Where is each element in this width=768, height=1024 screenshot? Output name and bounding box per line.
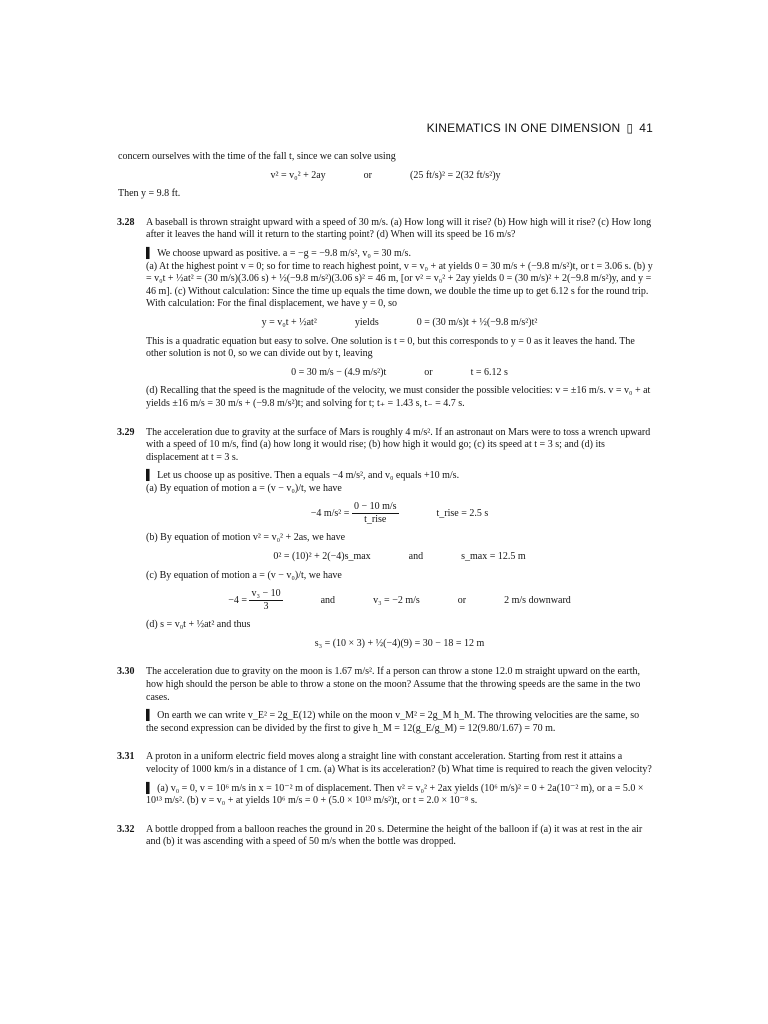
problem-number: 3.30	[117, 666, 135, 678]
part-a-line: (a) By equation of motion a = (v − v₀)/t, we have	[146, 482, 342, 494]
solution-marker-icon: ▌	[146, 470, 154, 482]
solution-part-d: (d) Recalling that the speed is the magnitude of the velocity, we must consider the possible velocities: v = ±16 m/s. v = v₀ + at yields ±16 m/s = 30 m/s + (−9.8 m/s²)t; and solving for t; t₊ = 1.43 s, t₋ = 4.7 s.	[146, 385, 651, 409]
solution-marker-icon: ▌	[146, 710, 154, 722]
problem-number: 3.31	[117, 751, 135, 763]
page-number: 41	[639, 121, 653, 135]
chapter-title: KINEMATICS IN ONE DIMENSION	[426, 121, 621, 135]
problem-3-29	[118, 427, 653, 651]
intro-eq-or: or	[363, 169, 373, 181]
part-c-line: (c) By equation of motion a = (v − v₀)/t, we have	[146, 569, 342, 581]
part-d-equation: s₃ = (10 × 3) + ½(−4)(9) = 30 − 18 = 12 m	[314, 637, 485, 649]
solution-intro: ▌ Let us choose up as positive. Then a equals −4 m/s², and v₀ equals +10 m/s.	[146, 470, 460, 482]
fraction: $\frac{\text{v₃ − 10}}{3}$	[251, 588, 281, 613]
running-header	[0, 121, 653, 135]
problem-question: A baseball is thrown straight upward with a speed of 30 m/s. (a) How long will it rise? (b) How high will it rise? (c) How long after it leaves the hand will it return to the starting point? (d) When will its speed be 16 m/s?	[146, 216, 652, 241]
problem-3-32	[118, 824, 653, 849]
intro-eq-left: v² = v₀² + 2ay	[270, 169, 326, 181]
part-c-equation: −4 = $\frac{\text{v₃ − 10}}{3}$ and v₃ = −2 m/s or 2 m/s downward	[228, 588, 571, 613]
solution-marker-icon: ▌	[146, 247, 154, 259]
fraction: $\frac{0 - 10 m/s}{\text{t\_rise}}$	[353, 501, 397, 526]
problem-number: 3.32	[117, 823, 135, 835]
problem-question: The acceleration due to gravity on the moon is 1.67 m/s². If a person can throw a stone 12.0 m straight upward on the earth, how high should the person be able to throw a stone on the moon? Assume that the throwing speeds are the same in the two cases.	[146, 666, 641, 703]
equation-time: 0 = 30 m/s − (4.9 m/s²)t or t = 6.12 s	[291, 366, 508, 378]
solution-intro: ▌ We choose upward as positive. a = −g = −9.8 m/s², v₀ = 30 m/s.	[146, 247, 411, 259]
solution: ▌ (a) v₀ = 0, v = 10⁶ m/s in x = 10⁻² m of displacement. Then v² = v₀² + 2ax yields (10⁶ m/s)² = 0 + 2a(10⁻² m), or a = 5.0 × 10¹³ m/s². (b) v = v₀ + at yields 10⁶ m/s = 0 + (5.0 × 10¹³ m/s²)t, or t = 2.0 × 10⁻⁸ s.	[146, 782, 644, 807]
part-d-line: (d) s = v₀t + ½at² and thus	[146, 619, 251, 631]
intro-line: concern ourselves with the time of the fall t, since we can solve using	[118, 151, 396, 162]
intro-eq-right: (25 ft/s)² = 2(32 ft/s²)y	[410, 169, 501, 181]
part-a-equation: −4 m/s² = $\frac{0 - 10 m/s}{\text{t\_rise}}$ t_rise = 2.5 s	[310, 501, 489, 526]
problem-3-30	[118, 666, 653, 735]
intro-result: Then y = 9.8 ft.	[118, 188, 181, 200]
solution-part-a: (a) At the highest point v = 0; so for time to reach highest point, v = v₀ + at yields 0 = 30 m/s + (−9.8 m/s²)t, or t = 3.06 s. (b) y = v₀t + ½at² = (30 m/s)(3.06 s) + ½(−9.8 m/s²)(3.06 s)² = 46 m, [or v² = v₀² + 2ay yields 0 = (30 m/s)² + 2(−9.8 m/s²)y, and y = 46 m]. (c) Without calculation: Since the time up equals the time down, we double the time up to get 6.12 s for the round trip. With calculation: For the final displacement, we have y = 0, so	[146, 260, 653, 310]
solution-marker-icon: ▌	[146, 782, 154, 794]
intro-equation	[118, 170, 653, 183]
problem-3-31	[118, 751, 653, 807]
part-b-equation: 0² = (10)² + 2(−4)s_max and s_max = 12.5 m	[273, 551, 526, 563]
solution-quadratic-note: This is a quadratic equation but easy to solve. One solution is t = 0, but this corresponds to y = 0 as it leaves the hand. The other solution is not 0, so we can divide out by t, leaving	[146, 335, 635, 360]
equation-displacement: y = v₀t + ½at² yields 0 = (30 m/s)t + ½(−9.8 m/s²)t²	[261, 316, 538, 328]
problem-number: 3.29	[117, 426, 135, 438]
part-b-line: (b) By equation of motion v² = v₀² + 2as, we have	[146, 532, 346, 544]
solution: ▌ On earth we can write v_E² = 2g_E(12) while on the moon v_M² = 2g_M h_M. The throwing velocities are the same, so the second expression can be divided by the first to give h_M = 12(g_E/g_M) = 12(9.80/1.67) = 70 m.	[146, 710, 640, 734]
section-marker-icon: ▯	[626, 121, 634, 135]
problem-question: The acceleration due to gravity at the surface of Mars is roughly 4 m/s². If an astronaut on Mars were to toss a wrench upward with a speed of 10 m/s, find (a) how long it would rise; (b) how high it would go; (c) its speed at t = 3 s; and (d) its displacement at t = 3 s.	[146, 426, 651, 463]
problem-3-28	[118, 217, 653, 411]
problem-question: A bottle dropped from a balloon reaches the ground in 20 s. Determine the height of the balloon if (a) it was at rest in the air and (b) it was ascending with a speed of 50 m/s when the bottle was dropped.	[146, 823, 643, 848]
problem-number: 3.28	[117, 216, 135, 228]
page-content	[118, 151, 653, 849]
problem-question: A proton in a uniform electric field moves along a straight line with constant acceleration. Starting from rest it attains a velocity of 1000 km/s in a distance of 1 cm. (a) What is its acceleration? (b) What time is required to reach the given velocity?	[146, 751, 652, 775]
